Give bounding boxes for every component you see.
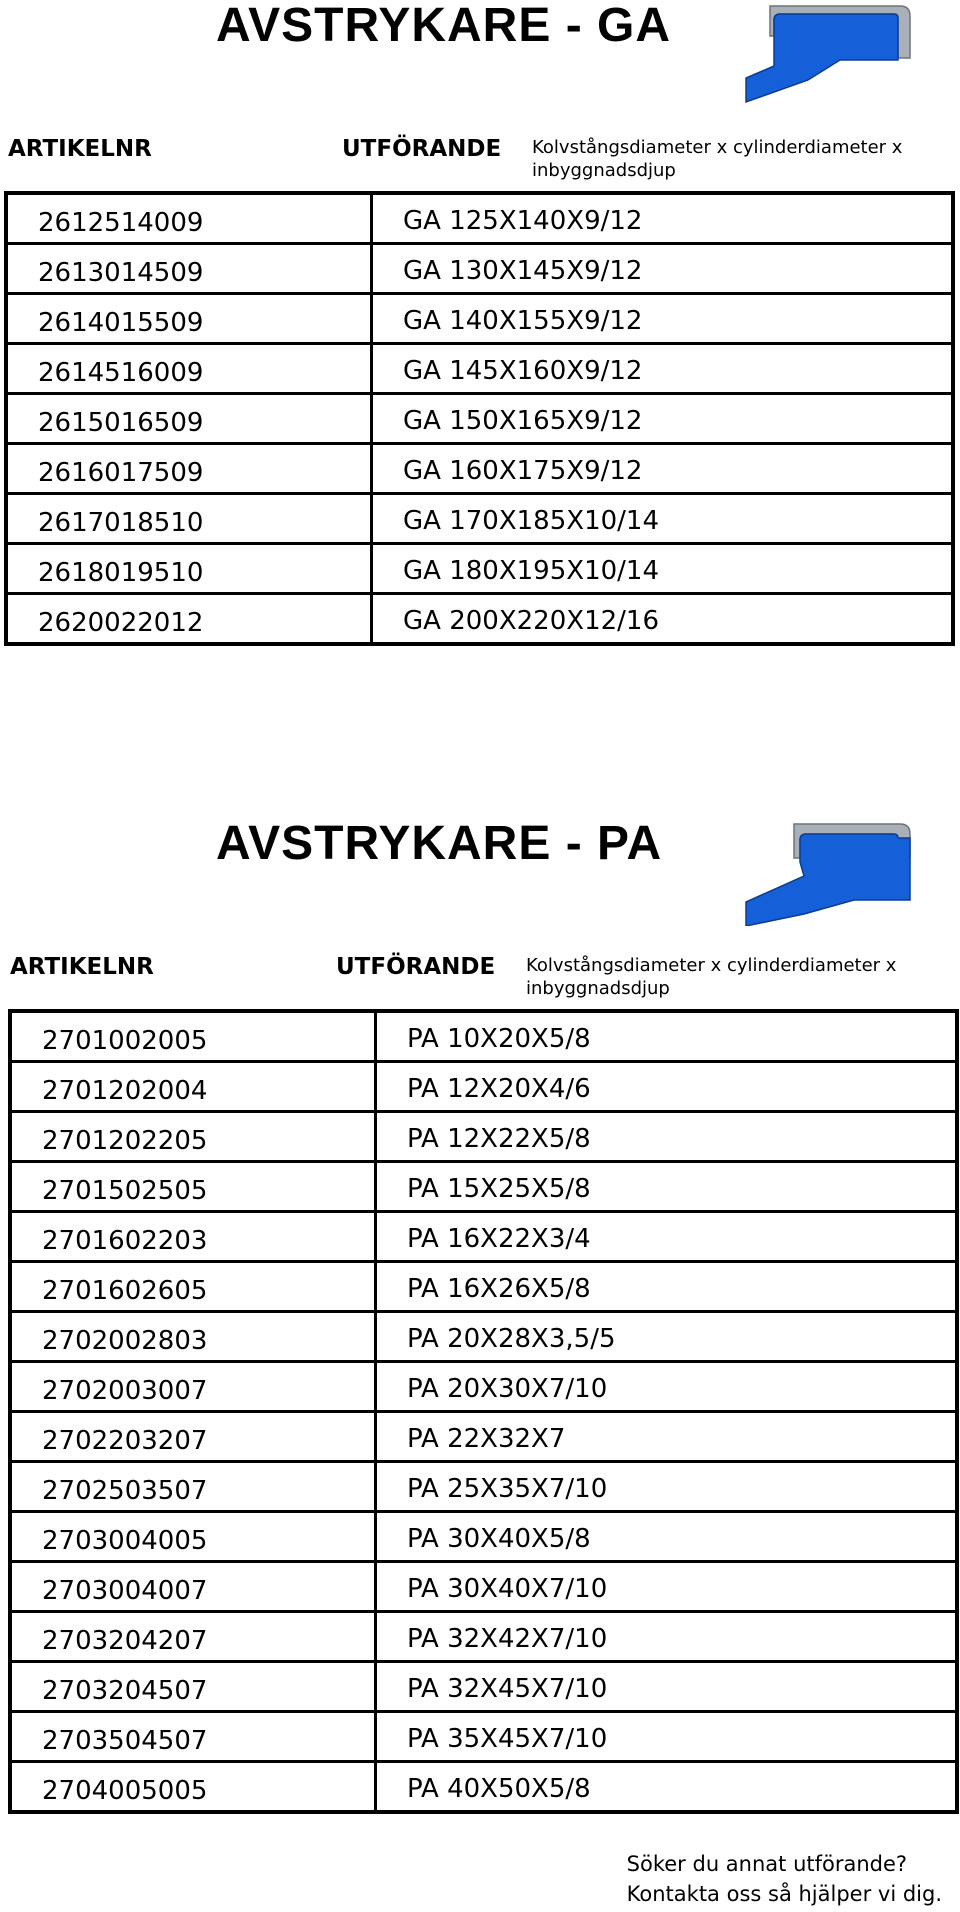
design-cell: GA 150X165X9/12 (372, 394, 954, 444)
article-number-cell: 2701602203 (10, 1212, 376, 1262)
table-row (10, 1011, 957, 1062)
table-row (10, 1412, 957, 1462)
article-number-cell: 2703204207 (10, 1612, 376, 1662)
table-row (10, 1262, 957, 1312)
design-cell: PA 32X45X7/10 (376, 1662, 958, 1712)
article-number-cell: 2703204507 (10, 1662, 376, 1712)
article-number-cell: 2702003007 (10, 1362, 376, 1412)
design-cell: PA 20X28X3,5/5 (376, 1312, 958, 1362)
article-number-cell: 2620022012 (6, 594, 372, 645)
design-cell: GA 200X220X12/16 (372, 594, 954, 645)
wiper-seal-profile-icon (744, 818, 914, 926)
column-header-artikelnr: ARTIKELNR (10, 954, 154, 980)
table-row (6, 193, 953, 244)
design-cell: GA 170X185X10/14 (372, 494, 954, 544)
table-row (10, 1512, 957, 1562)
article-number-cell: 2614516009 (6, 344, 372, 394)
table-row (6, 544, 953, 594)
pa-section (0, 812, 960, 1812)
table-row (6, 294, 953, 344)
article-number-cell: 2702503507 (10, 1462, 376, 1512)
table-row (10, 1612, 957, 1662)
article-number-cell: 2618019510 (6, 544, 372, 594)
dimension-description: Kolvstångsdiameter x cylinderdiameter x inbyggnadsdjup (526, 955, 897, 1000)
article-number-cell: 2702203207 (10, 1412, 376, 1462)
design-cell: GA 125X140X9/12 (372, 193, 954, 244)
article-number-cell: 2701002005 (10, 1011, 376, 1062)
design-cell: PA 16X22X3/4 (376, 1212, 958, 1262)
article-number-cell: 2701502505 (10, 1162, 376, 1212)
wiper-seal-profile-icon (744, 0, 914, 108)
design-cell: PA 32X42X7/10 (376, 1612, 958, 1662)
table-row (6, 444, 953, 494)
table-row (10, 1562, 957, 1612)
article-number-cell: 2613014509 (6, 244, 372, 294)
design-cell: PA 10X20X5/8 (376, 1011, 958, 1062)
table-row (10, 1712, 957, 1762)
design-cell: PA 15X25X5/8 (376, 1162, 958, 1212)
design-cell: PA 20X30X7/10 (376, 1362, 958, 1412)
table-row (10, 1462, 957, 1512)
article-number-cell: 2702002803 (10, 1312, 376, 1362)
table-row (6, 594, 953, 645)
article-number-cell: 2701202004 (10, 1062, 376, 1112)
contact-question: Söker du annat utförande? (626, 1852, 908, 1876)
design-cell: GA 130X145X9/12 (372, 244, 954, 294)
design-cell: PA 22X32X7 (376, 1412, 958, 1462)
column-header-utforande: UTFÖRANDE (336, 954, 496, 980)
ga-table-body (6, 193, 953, 644)
contact-note (627, 1850, 942, 1910)
table-row (6, 344, 953, 394)
table-row (10, 1112, 957, 1162)
article-number-cell: 2701202205 (10, 1112, 376, 1162)
table-row (6, 394, 953, 444)
table-row (6, 244, 953, 294)
contact-offer: Kontakta oss så hjälper vi dig. (626, 1881, 942, 1906)
design-cell: PA 35X45X7/10 (376, 1712, 958, 1762)
table-row (6, 494, 953, 544)
dimension-description: Kolvstångsdiameter x cylinderdiameter x inbyggnadsdjup (532, 137, 903, 182)
table-row (10, 1162, 957, 1212)
design-cell: GA 145X160X9/12 (372, 344, 954, 394)
article-number-cell: 2703004007 (10, 1562, 376, 1612)
article-number-cell: 2703004005 (10, 1512, 376, 1562)
table-row (10, 1062, 957, 1112)
design-cell: GA 140X155X9/12 (372, 294, 954, 344)
table-row (10, 1312, 957, 1362)
article-number-cell: 2704005005 (10, 1762, 376, 1813)
table-row (10, 1212, 957, 1262)
page-title-pa: AVSTRYKARE - PA (216, 817, 663, 870)
table-row (10, 1662, 957, 1712)
article-number-cell: 2617018510 (6, 494, 372, 544)
column-header-utforande: UTFÖRANDE (342, 136, 502, 162)
design-cell: PA 12X20X4/6 (376, 1062, 958, 1112)
design-cell: PA 30X40X5/8 (376, 1512, 958, 1562)
article-number-cell: 2612514009 (6, 193, 372, 244)
page-title-ga: AVSTRYKARE - GA (216, 0, 672, 52)
pa-parts-table (8, 1009, 959, 1814)
ga-parts-table (4, 191, 955, 646)
design-cell: GA 180X195X10/14 (372, 544, 954, 594)
design-cell: PA 40X50X5/8 (376, 1762, 958, 1813)
design-cell: PA 30X40X7/10 (376, 1562, 958, 1612)
pa-table-body (10, 1011, 957, 1812)
article-number-cell: 2616017509 (6, 444, 372, 494)
article-number-cell: 2615016509 (6, 394, 372, 444)
article-number-cell: 2703504507 (10, 1712, 376, 1762)
design-cell: GA 160X175X9/12 (372, 444, 954, 494)
column-header-artikelnr: ARTIKELNR (8, 136, 152, 162)
design-cell: PA 16X26X5/8 (376, 1262, 958, 1312)
article-number-cell: 2701602605 (10, 1262, 376, 1312)
table-row (10, 1762, 957, 1813)
design-cell: PA 12X22X5/8 (376, 1112, 958, 1162)
table-row (10, 1362, 957, 1412)
ga-section (0, 0, 960, 640)
design-cell: PA 25X35X7/10 (376, 1462, 958, 1512)
article-number-cell: 2614015509 (6, 294, 372, 344)
